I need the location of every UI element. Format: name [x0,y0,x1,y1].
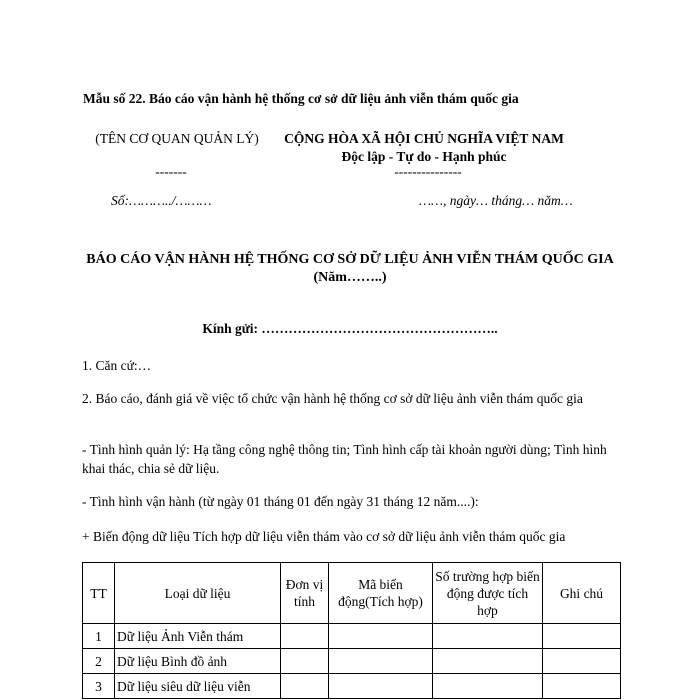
table-row [83,624,621,649]
row-unit [281,674,329,699]
national-motto: Độc lập - Tự do - Hạnh phúc [341,149,507,164]
header-data-type: Loại dữ liệu [115,563,281,624]
header-case-count: Số trường hợp biến động được tích hợp [433,563,543,624]
agency-name: (TÊN CƠ QUAN QUẢN LÝ) [95,131,259,146]
row-data-type: Dữ liệu Bình đồ ảnh [115,649,281,674]
row-unit [281,624,329,649]
row-unit [281,649,329,674]
paragraph-basis: 1. Căn cứ:… [82,358,152,373]
row-data-type: Dữ liệu Ảnh Viễn thám [115,624,281,649]
data-change-table [82,562,621,699]
agency-divider: ------- [155,164,187,179]
report-heading [82,251,618,287]
recipient-line: Kính gửi: …………………………………………….. [202,321,498,336]
document-date: ……, ngày… tháng… năm… [419,193,573,208]
header-tt: TT [83,563,115,624]
paragraph-assessment: 2. Báo cáo, đánh giá về việc tổ chức vận hành hệ thống cơ sở dữ liệu ảnh viễn thám quốc gia [82,391,583,406]
report-title: BÁO CÁO VẬN HÀNH HỆ THỐNG CƠ SỞ DỮ LIỆU ẢNH VIỄN THÁM QUỐC GIA [86,252,614,267]
row-data-type: Dữ liệu siêu dữ liệu viễn [115,674,281,699]
row-number: 2 [83,649,115,674]
table-row [83,674,621,699]
row-change-code [329,624,433,649]
paragraph-data-change: + Biến động dữ liệu Tích hợp dữ liệu viễn thám vào cơ sở dữ liệu ảnh viễn thám quốc gia [82,529,566,544]
row-change-code [329,649,433,674]
report-year: (Năm……..) [313,270,387,285]
row-note [543,649,621,674]
nation-name: CỘNG HÒA XÃ HỘI CHỦ NGHĨA VIỆT NAM [284,131,564,146]
row-change-code [329,674,433,699]
paragraph-management: - Tình hình quản lý: Hạ tầng công nghệ thông tin; Tình hình cấp tài khoản người dùng; Tình hình khai thác, chia sẻ dữ liệu. [82,442,607,476]
row-case-count [433,624,543,649]
header-change-code: Mã biến động(Tích hợp) [329,563,433,624]
document-number: Số:………../……… [111,193,212,208]
row-note [543,674,621,699]
row-case-count [433,674,543,699]
row-number: 3 [83,674,115,699]
row-note [543,624,621,649]
table-row [83,649,621,674]
row-number: 1 [83,624,115,649]
paragraph-operation: - Tình hình vận hành (từ ngày 01 tháng 01 đến ngày 31 tháng 12 năm....): [82,494,479,509]
motto-divider: --------------- [394,164,462,179]
form-title: Mẫu số 22. Báo cáo vận hành hệ thống cơ sở dữ liệu ảnh viễn thám quốc gia [83,91,519,106]
table-header-row [83,563,621,624]
header-note: Ghi chú [543,563,621,624]
national-header [268,130,580,166]
row-case-count [433,649,543,674]
header-unit: Đơn vị tính [281,563,329,624]
